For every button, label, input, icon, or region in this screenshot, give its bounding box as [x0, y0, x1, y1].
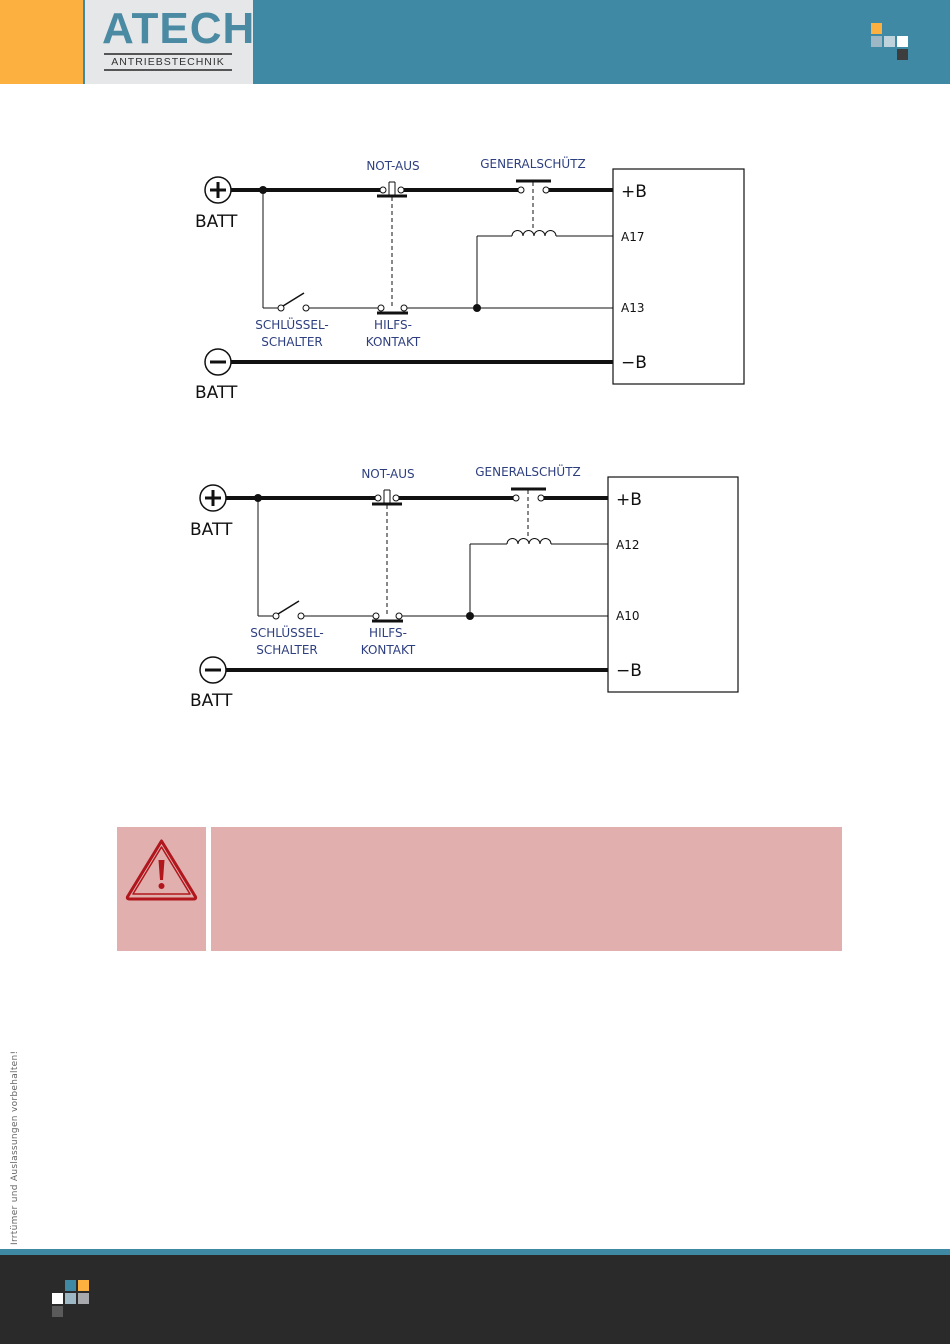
terminal-plus-b: +B — [621, 182, 647, 202]
wiring-diagram-2 — [190, 463, 738, 711]
terminal-key: A13 — [621, 301, 645, 315]
footer-bar — [0, 1255, 950, 1344]
terminal-key: A10 — [616, 609, 640, 623]
schluessel-label-1: SCHLÜSSEL- — [255, 318, 329, 332]
batt-plus-label: BATT — [195, 212, 238, 232]
terminal-plus-b: +B — [616, 490, 642, 510]
terminal-coil: A12 — [616, 538, 640, 552]
warning-box — [117, 827, 842, 951]
schluessel-label-1: SCHLÜSSEL- — [250, 626, 324, 640]
schluessel-label-2: SCHALTER — [256, 643, 318, 657]
disclaimer-note: Irrtümer und Auslassungen vorbehalten! — [10, 1050, 20, 1245]
generalschuetz-label: GENERALSCHÜTZ — [475, 465, 581, 479]
terminal-minus-b: −B — [621, 353, 647, 373]
batt-minus-label: BATT — [195, 383, 238, 403]
hilfs-label-1: HILFS- — [374, 318, 412, 332]
warning-triangle-icon — [117, 827, 206, 951]
batt-minus-label: BATT — [190, 691, 233, 711]
logo-subtitle: ANTRIEBSTECHNIK — [104, 53, 232, 71]
warning-text-area — [211, 827, 842, 951]
not-aus-label: NOT-AUS — [366, 159, 420, 173]
not-aus-label: NOT-AUS — [361, 467, 415, 481]
terminal-minus-b: −B — [616, 661, 642, 681]
batt-plus-label: BATT — [190, 520, 233, 540]
generalschuetz-label: GENERALSCHÜTZ — [480, 157, 586, 171]
logo-title: ATECH — [102, 4, 256, 53]
hilfs-label-2: KONTAKT — [365, 335, 421, 349]
wiring-diagram-1 — [195, 155, 744, 403]
hilfs-label-2: KONTAKT — [360, 643, 416, 657]
hilfs-label-1: HILFS- — [369, 626, 407, 640]
terminal-coil: A17 — [621, 230, 645, 244]
warning-icon-cell — [117, 827, 206, 951]
schluessel-label-2: SCHALTER — [261, 335, 323, 349]
